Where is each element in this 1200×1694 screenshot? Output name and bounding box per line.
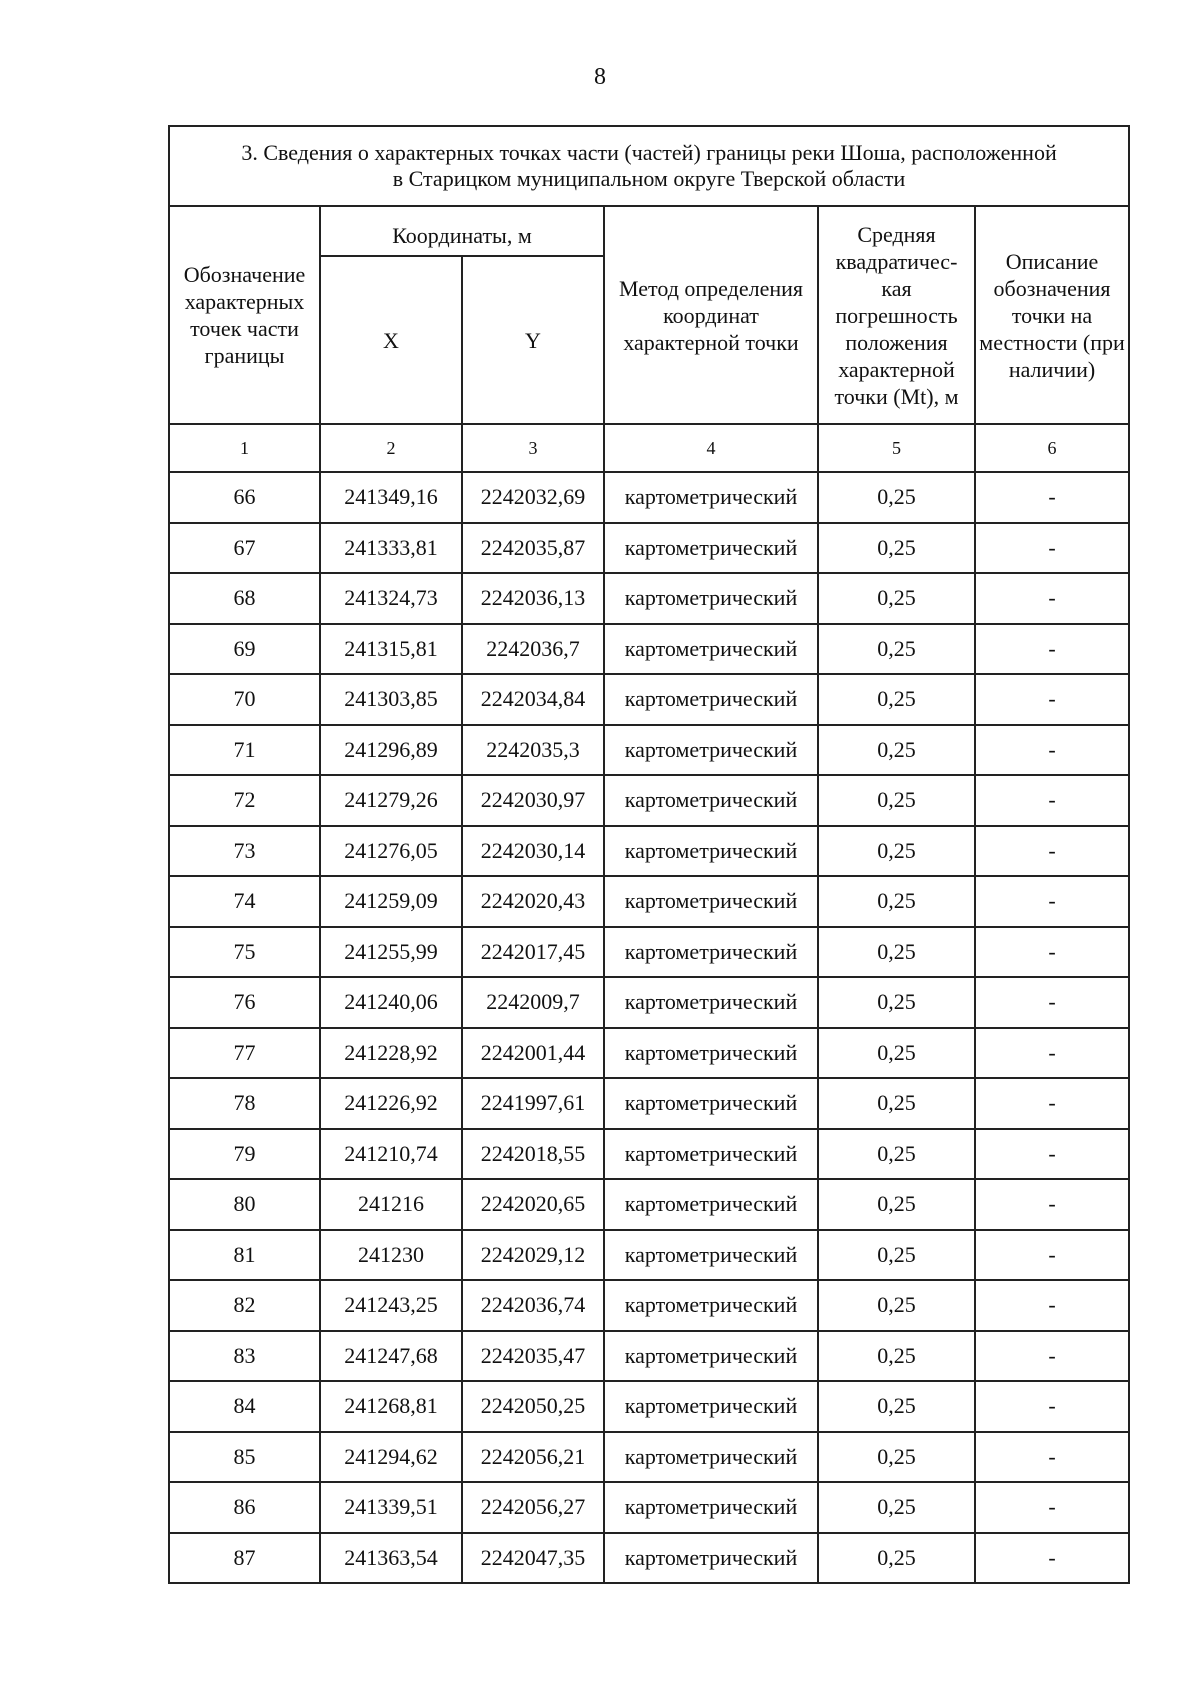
x-coordinate-cell: 241349,16: [320, 472, 462, 523]
method-cell: картометрический: [604, 775, 818, 826]
mean-error-cell: 0,25: [818, 775, 975, 826]
table-row: [169, 1129, 1129, 1180]
mean-error-cell: 0,25: [818, 927, 975, 978]
method-cell: картометрический: [604, 1482, 818, 1533]
y-coordinate-cell: 2242047,35: [462, 1533, 604, 1584]
mean-error-cell: 0,25: [818, 1381, 975, 1432]
description-cell: -: [975, 826, 1129, 877]
column-number: 1: [169, 424, 320, 472]
table-row: [169, 624, 1129, 675]
y-coordinate-cell: 2242029,12: [462, 1230, 604, 1281]
point-number-cell: 69: [169, 624, 320, 675]
table-row: [169, 1078, 1129, 1129]
point-number-cell: 81: [169, 1230, 320, 1281]
method-cell: картометрический: [604, 523, 818, 574]
x-coordinate-cell: 241259,09: [320, 876, 462, 927]
method-cell: картометрический: [604, 573, 818, 624]
header-point-designation: Обозначение характерных точек части границы: [169, 206, 320, 424]
y-coordinate-cell: 2242030,97: [462, 775, 604, 826]
x-coordinate-cell: 241247,68: [320, 1331, 462, 1382]
column-number: 6: [975, 424, 1129, 472]
x-coordinate-cell: 241296,89: [320, 725, 462, 776]
table-row: [169, 472, 1129, 523]
point-number-cell: 82: [169, 1280, 320, 1331]
table-row: [169, 523, 1129, 574]
method-cell: картометрический: [604, 876, 818, 927]
mean-error-cell: 0,25: [818, 1230, 975, 1281]
point-number-cell: 67: [169, 523, 320, 574]
point-number-cell: 71: [169, 725, 320, 776]
y-coordinate-cell: 2242030,14: [462, 826, 604, 877]
description-cell: -: [975, 624, 1129, 675]
mean-error-cell: 0,25: [818, 573, 975, 624]
table-title-line-2: в Старицком муниципальном округе Тверской области: [392, 166, 906, 191]
page-number: 8: [594, 64, 606, 90]
x-coordinate-cell: 241226,92: [320, 1078, 462, 1129]
table-row: [169, 775, 1129, 826]
x-coordinate-cell: 241303,85: [320, 674, 462, 725]
point-number-cell: 74: [169, 876, 320, 927]
mean-error-cell: 0,25: [818, 1432, 975, 1483]
y-coordinate-cell: 2242036,7: [462, 624, 604, 675]
table-row: [169, 1230, 1129, 1281]
column-number: 5: [818, 424, 975, 472]
method-cell: картометрический: [604, 1230, 818, 1281]
mean-error-cell: 0,25: [818, 472, 975, 523]
description-cell: -: [975, 725, 1129, 776]
description-cell: -: [975, 1028, 1129, 1079]
x-coordinate-cell: 241228,92: [320, 1028, 462, 1079]
x-coordinate-cell: 241279,26: [320, 775, 462, 826]
x-coordinate-cell: 241324,73: [320, 573, 462, 624]
table-row: [169, 977, 1129, 1028]
point-number-cell: 72: [169, 775, 320, 826]
method-cell: картометрический: [604, 674, 818, 725]
x-coordinate-cell: 241339,51: [320, 1482, 462, 1533]
method-cell: картометрический: [604, 1280, 818, 1331]
description-cell: -: [975, 1533, 1129, 1584]
description-cell: -: [975, 1230, 1129, 1281]
point-number-cell: 83: [169, 1331, 320, 1382]
table-row: [169, 1381, 1129, 1432]
description-cell: -: [975, 1432, 1129, 1483]
header-y: Y: [462, 256, 604, 424]
description-cell: -: [975, 977, 1129, 1028]
description-cell: -: [975, 573, 1129, 624]
mean-error-cell: 0,25: [818, 674, 975, 725]
x-coordinate-cell: 241240,06: [320, 977, 462, 1028]
description-cell: -: [975, 523, 1129, 574]
mean-error-cell: 0,25: [818, 876, 975, 927]
mean-error-cell: 0,25: [818, 1280, 975, 1331]
x-coordinate-cell: 241276,05: [320, 826, 462, 877]
x-coordinate-cell: 241216: [320, 1179, 462, 1230]
y-coordinate-cell: 2242056,21: [462, 1432, 604, 1483]
x-coordinate-cell: 241210,74: [320, 1129, 462, 1180]
table-row: [169, 1482, 1129, 1533]
point-number-cell: 70: [169, 674, 320, 725]
description-cell: -: [975, 1280, 1129, 1331]
method-cell: картометрический: [604, 1028, 818, 1079]
mean-error-cell: 0,25: [818, 1533, 975, 1584]
description-cell: -: [975, 1381, 1129, 1432]
column-number: 2: [320, 424, 462, 472]
table-row: [169, 1331, 1129, 1382]
table-row: [169, 1533, 1129, 1584]
mean-error-cell: 0,25: [818, 1331, 975, 1382]
header-mean-error: Средняя квадратичес-кая погрешность положения характерной точки (Mt), м: [818, 206, 975, 424]
point-number-cell: 85: [169, 1432, 320, 1483]
method-cell: картометрический: [604, 624, 818, 675]
description-cell: -: [975, 927, 1129, 978]
y-coordinate-cell: 2242050,25: [462, 1381, 604, 1432]
header-method: Метод определения координат характерной точки: [604, 206, 818, 424]
table-row: [169, 674, 1129, 725]
table-row: [169, 1028, 1129, 1079]
y-coordinate-cell: 2242036,74: [462, 1280, 604, 1331]
table-title: [169, 126, 1129, 206]
point-number-cell: 76: [169, 977, 320, 1028]
x-coordinate-cell: 241268,81: [320, 1381, 462, 1432]
mean-error-cell: 0,25: [818, 1179, 975, 1230]
description-cell: -: [975, 1078, 1129, 1129]
header-x: X: [320, 256, 462, 424]
description-cell: -: [975, 674, 1129, 725]
column-number-row: [169, 424, 1129, 472]
point-number-cell: 73: [169, 826, 320, 877]
header-coordinates: Координаты, м: [320, 206, 604, 256]
x-coordinate-cell: 241255,99: [320, 927, 462, 978]
description-cell: -: [975, 1129, 1129, 1180]
y-coordinate-cell: 2242035,47: [462, 1331, 604, 1382]
y-coordinate-cell: 2241997,61: [462, 1078, 604, 1129]
mean-error-cell: 0,25: [818, 1129, 975, 1180]
description-cell: -: [975, 1331, 1129, 1382]
characteristic-points-table: [168, 125, 1130, 1584]
description-cell: -: [975, 876, 1129, 927]
point-number-cell: 78: [169, 1078, 320, 1129]
point-number-cell: 80: [169, 1179, 320, 1230]
header-row: [169, 206, 1129, 256]
mean-error-cell: 0,25: [818, 624, 975, 675]
method-cell: картометрический: [604, 725, 818, 776]
mean-error-cell: 0,25: [818, 1078, 975, 1129]
y-coordinate-cell: 2242018,55: [462, 1129, 604, 1180]
mean-error-cell: 0,25: [818, 826, 975, 877]
point-number-cell: 86: [169, 1482, 320, 1533]
mean-error-cell: 0,25: [818, 725, 975, 776]
x-coordinate-cell: 241315,81: [320, 624, 462, 675]
y-coordinate-cell: 2242035,87: [462, 523, 604, 574]
x-coordinate-cell: 241294,62: [320, 1432, 462, 1483]
point-number-cell: 87: [169, 1533, 320, 1584]
method-cell: картометрический: [604, 1129, 818, 1180]
y-coordinate-cell: 2242001,44: [462, 1028, 604, 1079]
description-cell: -: [975, 472, 1129, 523]
y-coordinate-cell: 2242034,84: [462, 674, 604, 725]
method-cell: картометрический: [604, 1331, 818, 1382]
point-number-cell: 75: [169, 927, 320, 978]
y-coordinate-cell: 2242009,7: [462, 977, 604, 1028]
method-cell: картометрический: [604, 1533, 818, 1584]
method-cell: картометрический: [604, 1381, 818, 1432]
point-number-cell: 77: [169, 1028, 320, 1079]
point-number-cell: 79: [169, 1129, 320, 1180]
y-coordinate-cell: 2242032,69: [462, 472, 604, 523]
mean-error-cell: 0,25: [818, 523, 975, 574]
x-coordinate-cell: 241363,54: [320, 1533, 462, 1584]
table-title-line-1: 3. Сведения о характерных точках части (частей) границы реки Шоша, расположенной: [241, 140, 1057, 165]
table-row: [169, 725, 1129, 776]
y-coordinate-cell: 2242020,43: [462, 876, 604, 927]
method-cell: картометрический: [604, 1179, 818, 1230]
y-coordinate-cell: 2242017,45: [462, 927, 604, 978]
header-description: Описание обозначения точки на местности (при наличии): [975, 206, 1129, 424]
mean-error-cell: 0,25: [818, 1028, 975, 1079]
mean-error-cell: 0,25: [818, 1482, 975, 1533]
y-coordinate-cell: 2242035,3: [462, 725, 604, 776]
method-cell: картометрический: [604, 1078, 818, 1129]
method-cell: картометрический: [604, 1432, 818, 1483]
method-cell: картометрический: [604, 927, 818, 978]
y-coordinate-cell: 2242020,65: [462, 1179, 604, 1230]
y-coordinate-cell: 2242036,13: [462, 573, 604, 624]
y-coordinate-cell: 2242056,27: [462, 1482, 604, 1533]
point-number-cell: 68: [169, 573, 320, 624]
table-row: [169, 1432, 1129, 1483]
mean-error-cell: 0,25: [818, 977, 975, 1028]
column-number: 3: [462, 424, 604, 472]
point-number-cell: 84: [169, 1381, 320, 1432]
x-coordinate-cell: 241333,81: [320, 523, 462, 574]
description-cell: -: [975, 1482, 1129, 1533]
column-number: 4: [604, 424, 818, 472]
method-cell: картометрический: [604, 826, 818, 877]
method-cell: картометрический: [604, 472, 818, 523]
table-row: [169, 927, 1129, 978]
table-row: [169, 1280, 1129, 1331]
method-cell: картометрический: [604, 977, 818, 1028]
x-coordinate-cell: 241243,25: [320, 1280, 462, 1331]
table-row: [169, 573, 1129, 624]
x-coordinate-cell: 241230: [320, 1230, 462, 1281]
table-row: [169, 1179, 1129, 1230]
point-number-cell: 66: [169, 472, 320, 523]
table-row: [169, 826, 1129, 877]
table-row: [169, 876, 1129, 927]
table-title-row: [169, 126, 1129, 206]
description-cell: -: [975, 1179, 1129, 1230]
description-cell: -: [975, 775, 1129, 826]
